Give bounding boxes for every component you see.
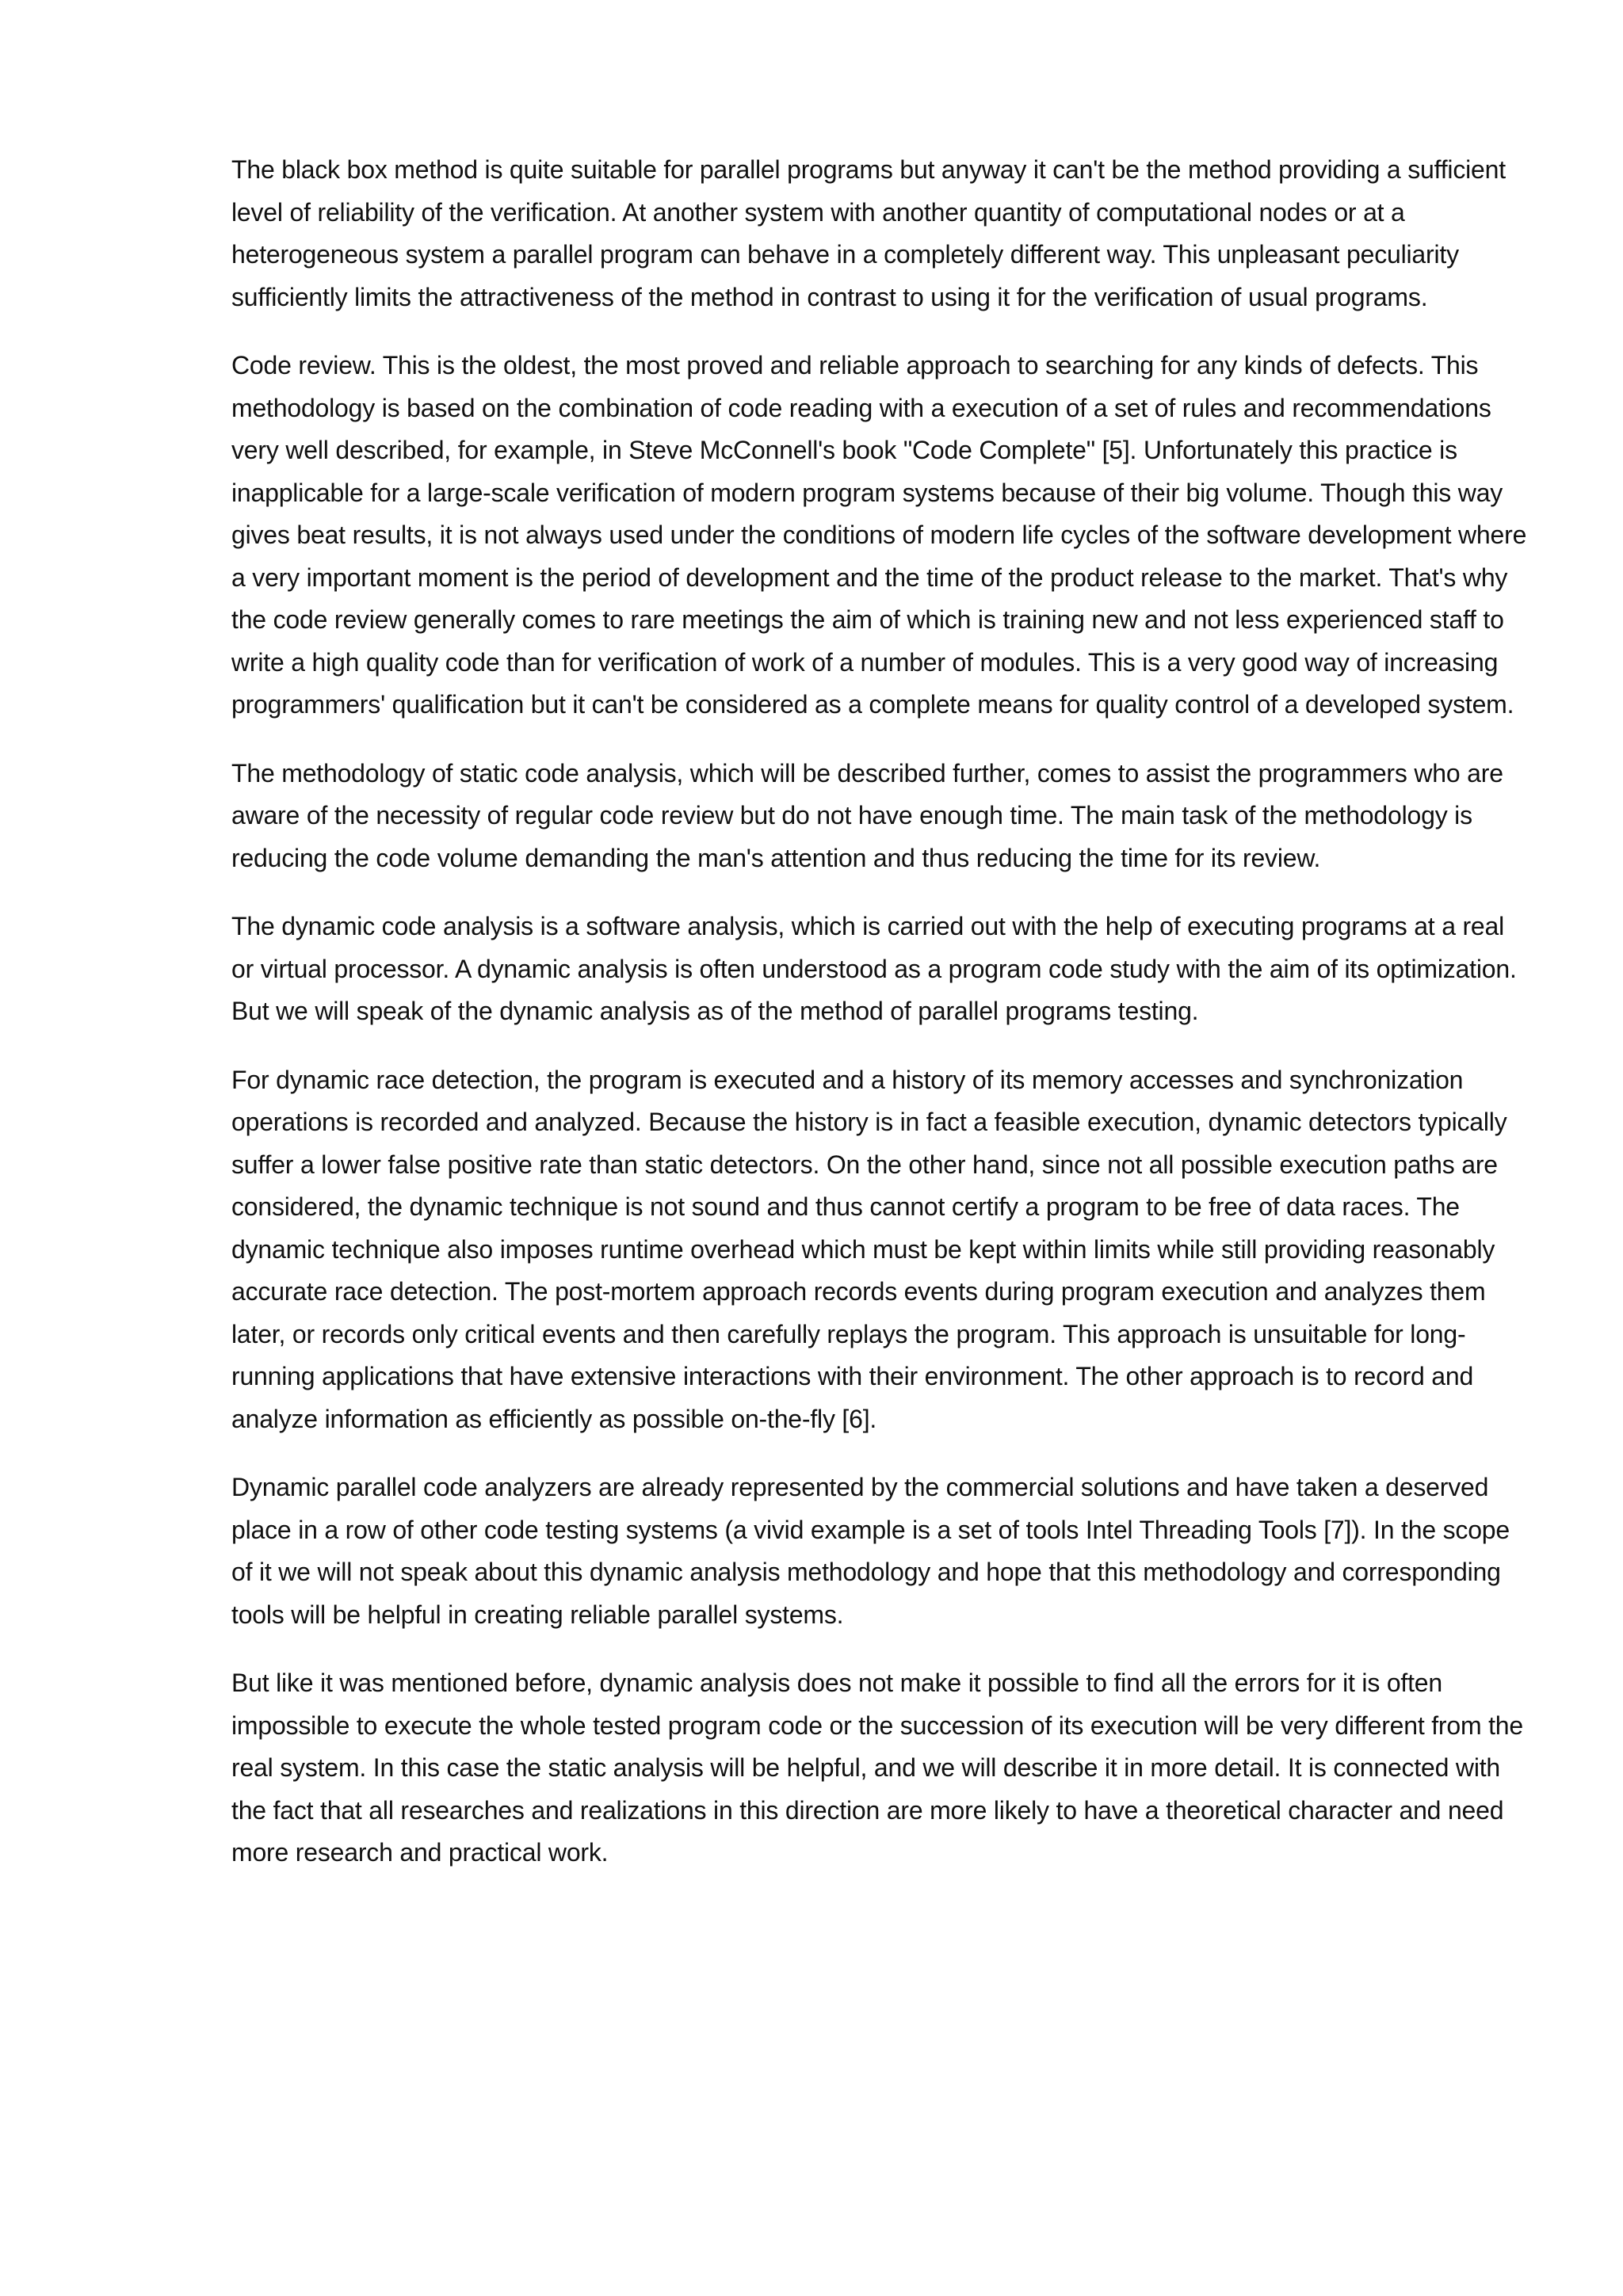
paragraph-race-detection: For dynamic race detection, the program is executed and a history of its memory accesses and synchronization operations is recorded and analyzed. Because the history is in fact a feasible execution, dynamic detectors typically suffer a lower false positive rate than static detectors. On the other hand, since not all possible execution paths are considered, the dynamic technique is not sound and thus cannot certify a program to be free of data races. The dynamic technique also imposes runtime overhead which must be kept within limits while still providing reasonably accurate race detection. The post-mortem approach records events during program execution and analyzes them later, or records only critical events and then carefully replays the program. This approach is unsuitable for long-running applications that have extensive interactions with their environment. The other approach is to record and analyze information as efficiently as possible on-the-fly [6]. <box>231 1065 1507 1433</box>
paragraph-dynamic-analysis: The dynamic code analysis is a software analysis, which is carried out with the help of executing programs at a real or virtual processor. A dynamic analysis is often understood as a program code study with the aim of its optimization. But we will speak of the dynamic analysis as of the method of parallel programs testing. <box>231 912 1517 1025</box>
paragraph-dynamic-analyzers: Dynamic parallel code analyzers are already represented by the commercial solutions and have taken a deserved place in a row of other code testing systems (a vivid example is a set of tools Intel Threading Tools [7]). In the scope of it we will not speak about this dynamic analysis methodology and hope that this methodology and corresponding tools will be helpful in creating reliable parallel systems. <box>231 1473 1510 1629</box>
document-page <box>231 149 1531 1901</box>
paragraph-static-helpful: But like it was mentioned before, dynamic analysis does not make it possible to find all the errors for it is often impossible to execute the whole tested program code or the succession of its execution will be very different from the real system. In this case the static analysis will be helpful, and we will describe it in more detail. It is connected with the fact that all researches and realizations in this direction are more likely to have a theoretical character and need more research and practical work. <box>231 1669 1523 1867</box>
paragraph-static-analysis: The methodology of static code analysis, which will be described further, comes to assist the programmers who are aware of the necessity of regular code review but do not have enough time. The main task of the methodology is reducing the code volume demanding the man's attention and thus reducing the time for its review. <box>231 758 1503 872</box>
paragraph-black-box: The black box method is quite suitable for parallel programs but anyway it can't be the method providing a sufficient level of reliability of the verification. At another system with another quantity of computational nodes or at a heterogeneous system a parallel program can behave in a completely different way. This unpleasant peculiarity sufficiently limits the attractiveness of the method in contrast to using it for the verification of usual programs. <box>231 155 1506 311</box>
paragraph-code-review: Code review. This is the oldest, the most proved and reliable approach to searching for any kinds of defects. This methodology is based on the combination of code reading with a execution of a set of rules and recommendations very well described, for example, in Steve McConnell's book "Code Complete" [5]. Unfortunately this practice is inapplicable for a large-scale verification of modern program systems because of their big volume. Though this way gives beat results, it is not always used under the conditions of modern life cycles of the software development where a very important moment is the period of development and the time of the product release to the market. That's why the code review generally comes to rare meetings the aim of which is training new and not less experienced staff to write a high quality code than for verification of work of a number of modules. This is a very good way of increasing programmers' qualification but it can't be considered as a complete means for quality control of a developed system. <box>231 351 1527 719</box>
